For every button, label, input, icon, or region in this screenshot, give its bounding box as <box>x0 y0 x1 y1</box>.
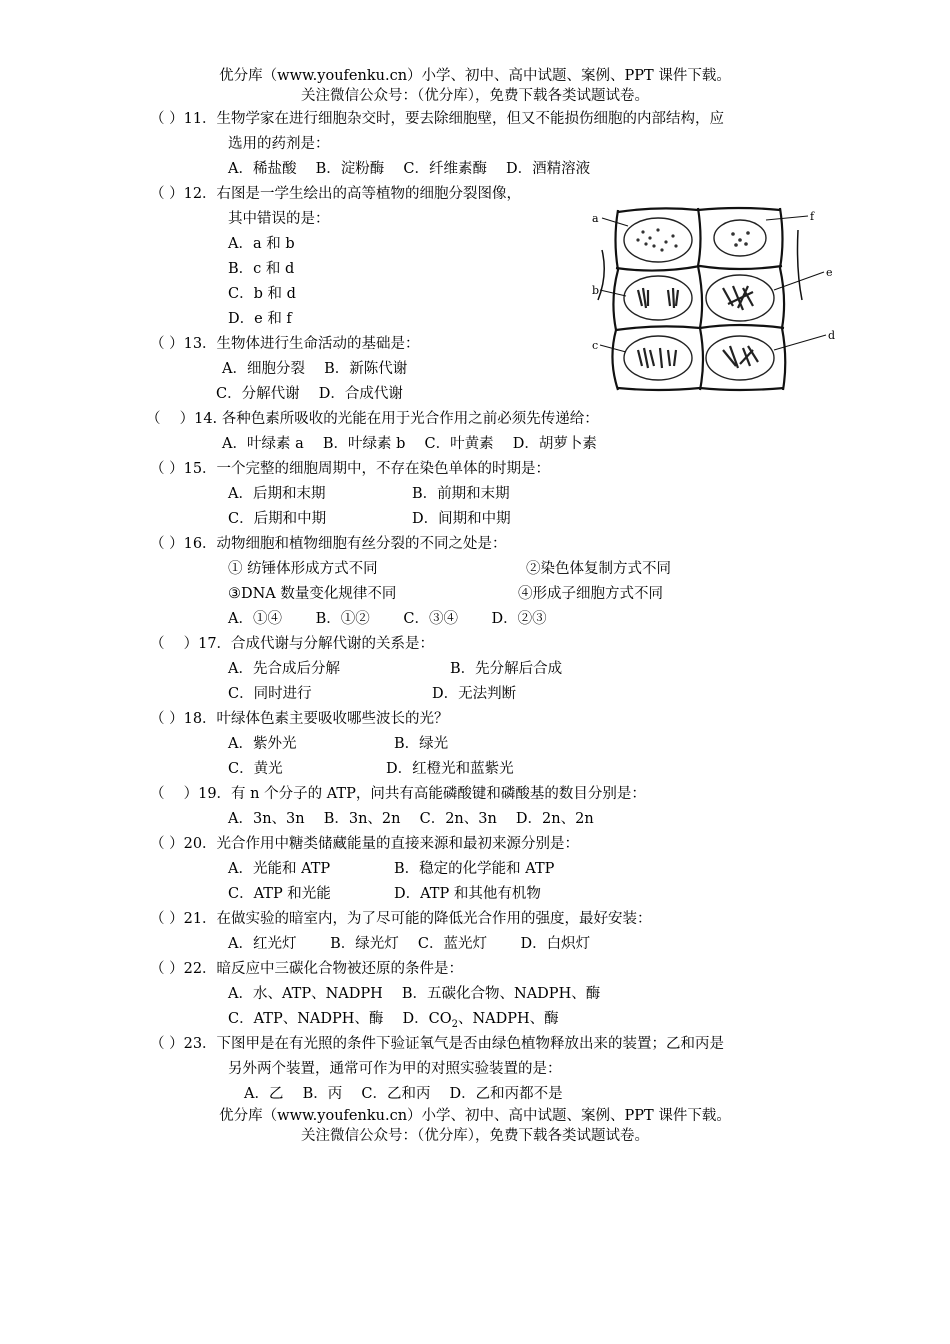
q19-stem: （ ）19．有 n 个分子的 ATP，问共有高能磷酸键和磷酸基的数目分别是： <box>150 786 646 802</box>
q17-option-c: C．同时进行 <box>228 686 312 702</box>
q21-options: A．红光灯 B．绿光灯 C．蓝光灯 D．白炽灯 <box>228 936 591 952</box>
q21-stem: （ ）21．在做实验的暗室内，为了尽可能的降低光合作用的强度，最好安装： <box>150 911 652 927</box>
q17-option-a: A．先合成后分解 <box>228 661 340 677</box>
q12-option-a: A．a 和 b <box>228 236 295 252</box>
q16-statement-2: ②染色体复制方式不同 <box>526 561 671 577</box>
q15-option-c: C．后期和中期 <box>228 511 327 527</box>
q22-options-2a: C．ATP、NADPH、酶 D．CO <box>228 1011 452 1027</box>
q23-stem-cont: 另外两个装置，通常可作为甲的对照实验装置的是： <box>228 1061 562 1077</box>
q16-options: A．①④ B．①② C．③④ D．②③ <box>228 611 547 627</box>
q15-option-a: A．后期和末期 <box>228 486 326 502</box>
q15-option-b: B．前期和末期 <box>412 486 510 502</box>
q20-option-b: B．稳定的化学能和 ATP <box>394 861 555 877</box>
q12-option-c: C．b 和 d <box>228 286 296 302</box>
q15-stem: （ ）15．一个完整的细胞周期中，不存在染色单体的时期是： <box>150 461 551 477</box>
q13-options-1: A．细胞分裂 B．新陈代谢 <box>222 361 408 377</box>
q19-options: A．3n、3n B．3n、2n C．2n、3n D．2n、2n <box>228 811 594 827</box>
q22-options-1: A．水、ATP、NADPH B．五碳化合物、NADPH、酶 <box>228 986 601 1002</box>
q18-option-a: A．紫外光 <box>228 736 297 752</box>
q18-option-c: C．黄光 <box>228 761 283 777</box>
header-line-2: 关注微信公众号：（优分库），免费下载各类试题试卷。 <box>301 88 649 104</box>
q18-option-d: D．红橙光和蓝紫光 <box>386 761 514 777</box>
q16-stem: （ ）16．动物细胞和植物细胞有丝分裂的不同之处是： <box>150 536 507 552</box>
q17-option-b: B．先分解后合成 <box>450 661 563 677</box>
q12-option-b: B．c 和 d <box>228 261 295 277</box>
figure-label-c: c <box>592 339 599 352</box>
q12-option-d: D．e 和 f <box>228 311 292 327</box>
q20-option-a: A．光能和 ATP <box>228 861 331 877</box>
footer-line-2: 关注微信公众号：（优分库），免费下载各类试题试卷。 <box>301 1128 649 1144</box>
q22-co2-subscript: 2 <box>451 1018 458 1030</box>
q17-option-d: D．无法判断 <box>432 686 517 702</box>
q13-options-2: C．分解代谢 D．合成代谢 <box>216 386 403 402</box>
q22-stem: （ ）22．暗反应中三碳化合物被还原的条件是： <box>150 961 464 977</box>
figure-label-d: d <box>828 329 836 342</box>
figure-label-e: e <box>826 266 833 279</box>
q11-stem: （ ）11．生物学家在进行细胞杂交时，要去除细胞壁，但又不能损伤细胞的内部结构，应 <box>150 111 725 127</box>
q16-statement-3: ③DNA 数量变化规律不同 <box>228 586 397 602</box>
q20-stem: （ ）20．光合作用中糖类储藏能量的直接来源和最初来源分别是： <box>150 836 580 852</box>
q15-option-d: D．间期和中期 <box>412 511 511 527</box>
q16-statement-1: ① 纺锤体形成方式不同 <box>228 561 378 577</box>
figure-label-b: b <box>592 284 600 297</box>
q14-options: A．叶绿素 a B．叶绿素 b C．叶黄素 D．胡萝卜素 <box>222 436 597 452</box>
q20-option-c: C．ATP 和光能 <box>228 886 331 902</box>
q12-stem: （ ）12．右图是一学生绘出的高等植物的细胞分裂图像， <box>150 186 522 202</box>
figure-label-a: a <box>592 212 599 225</box>
q11-options: A．稀盐酸 B．淀粉酶 C．纤维素酶 D．酒精溶液 <box>228 161 591 177</box>
footer-line-1: 优分库（www.youfenku.cn）小学、初中、高中试题、案例、PPT 课件下载。 <box>219 1108 731 1124</box>
header-line-1: 优分库（www.youfenku.cn）小学、初中、高中试题、案例、PPT 课件下载。 <box>219 68 731 84</box>
q14-stem: （ ）14. 各种色素所吸收的光能在用于光合作用之前必须先传递给： <box>146 411 599 427</box>
q22-options-2b: 、NADPH、酶 <box>457 1011 559 1027</box>
q17-stem: （ ）17．合成代谢与分解代谢的关系是： <box>150 636 435 652</box>
q12-stem-cont: 其中错误的是： <box>228 211 330 227</box>
q22-options-2 <box>228 1009 559 1029</box>
q23-stem: （ ）23．下图甲是在有光照的条件下验证氧气是否由绿色植物释放出来的装置；乙和丙是 <box>150 1036 725 1052</box>
q20-option-d: D．ATP 和其他有机物 <box>394 886 541 902</box>
q18-stem: （ ）18．叶绿体色素主要吸收哪些波长的光？ <box>150 711 449 727</box>
q16-statement-4: ④形成子细胞方式不同 <box>518 586 663 602</box>
figure-label-f: f <box>810 210 815 223</box>
q23-options: A．乙 B．丙 C．乙和丙 D．乙和丙都不是 <box>244 1086 563 1102</box>
q11-stem-cont: 选用的药剂是： <box>228 136 330 152</box>
cell-division-figure <box>588 200 838 396</box>
q13-stem: （ ）13．生物体进行生命活动的基础是： <box>150 336 420 352</box>
q18-option-b: B．绿光 <box>394 736 449 752</box>
